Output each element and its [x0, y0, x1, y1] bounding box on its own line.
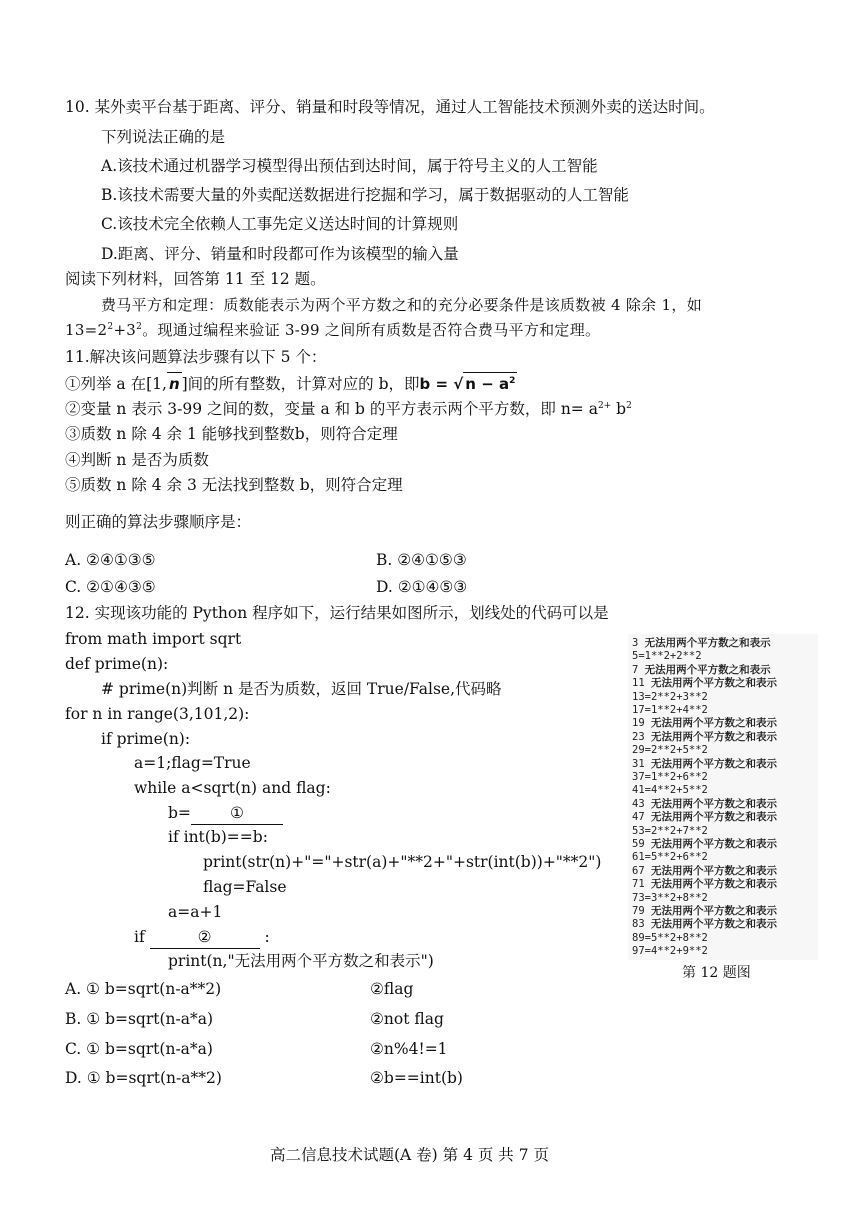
output-line-number: 17=1**2+4**2: [632, 704, 708, 716]
q11-step1: ①列举 a 在[1, n ]间的所有整数，计算对应的 b，即b = √ $n - a^2$: [65, 372, 517, 395]
output-line-number: 11: [632, 677, 651, 690]
code-line-9: if int(b)==b:: [168, 828, 268, 846]
output-line-message: 无法用两个平方数之和表示: [650, 905, 777, 917]
output-line-number: 61=5**2+6**2: [632, 851, 708, 864]
output-line: [632, 637, 771, 650]
q10-option-b: B.该技术需要大量的外卖配送数据进行挖掘和学习，属于数据驱动的人工智能: [101, 186, 629, 204]
output-line-message: 无法用两个平方数之和表示: [650, 878, 777, 891]
q12-stem: 12. 实现该功能的 Python 程序如下，运行结果如图所示，划线处的代码可以是: [65, 604, 609, 622]
q12-option-b-right: ②not flag: [370, 1010, 444, 1028]
output-line-message: 无法用两个平方数之和表示: [650, 918, 777, 931]
output-line-number: 37=1**2+6**2: [632, 771, 708, 783]
sqrt-n-formula: n: [167, 372, 182, 395]
output-line-message: 无法用两个平方数之和表示: [644, 663, 771, 676]
output-line-number: 43: [632, 797, 651, 810]
code-line-4: for n in range(3,101,2):: [65, 705, 250, 723]
output-line-message: 无法用两个平方数之和表示: [650, 677, 777, 690]
output-line-message: 无法用两个平方数之和表示: [650, 838, 777, 850]
q12-option-d-left: D. ① b=sqrt(n-a**2): [65, 1069, 222, 1087]
output-line-number: 67: [632, 864, 651, 877]
q11-step4: ④判断 n 是否为质数: [65, 451, 209, 469]
output-line-message: 无法用两个平方数之和表示: [644, 637, 771, 649]
material-intro: 阅读下列材料，回答第 11 至 12 题。: [65, 270, 326, 288]
output-line: [632, 918, 777, 931]
blank-1: ①: [191, 802, 283, 825]
output-line: [632, 851, 708, 864]
code-line-1: from math import sqrt: [65, 630, 242, 648]
output-line-message: 无法用两个平方数之和表示: [650, 864, 777, 877]
output-line-number: 3: [632, 637, 645, 649]
code-line-10: print(str(n)+"="+str(a)+"**2+"+str(int(b))+"**2"): [203, 853, 602, 871]
output-line: [632, 664, 771, 677]
output-line-number: 73=3**2+8**2: [632, 891, 708, 904]
output-line-number: 13=2**2+3**2: [632, 690, 708, 703]
q11-step3: ③质数 n 除 4 余 1 能够找到整数b，则符合定理: [65, 425, 398, 443]
q11-step5: ⑤质数 n 除 4 余 3 无法找到整数 b，则符合定理: [65, 476, 403, 494]
q11-option-c: C. ②①④③⑤: [65, 578, 156, 596]
code-line-3: # prime(n)判断 n 是否为质数，返回 True/False,代码略: [101, 680, 502, 698]
material-theorem-line2: $13=2^2+3^2$。现通过编程来验证 3-99 之间所有质数是否符合费马平方和定理。: [65, 321, 601, 339]
code-line-14: print(n,"无法用两个平方数之和表示"): [168, 952, 434, 970]
output-line-number: 83: [632, 918, 651, 931]
output-line-number: 19: [632, 717, 651, 730]
output-line: [632, 704, 708, 717]
output-line: [632, 945, 708, 958]
output-line: [632, 798, 777, 811]
q11-option-d: D. ②①④⑤③: [376, 578, 468, 596]
output-line: [632, 691, 708, 704]
output-line-number: 5=1**2+2**2: [632, 650, 702, 663]
sqrt-b-formula: $n - a^2$: [463, 372, 517, 395]
output-line: [632, 878, 777, 891]
code-line-13: if ② :: [134, 926, 270, 949]
q12-option-c-right: ②n%4!=1: [370, 1040, 448, 1058]
output-line: [632, 784, 708, 797]
output-line-message: 无法用两个平方数之和表示: [650, 717, 777, 730]
q11-stem: 11.解决该问题算法步骤有以下 5 个：: [65, 348, 327, 366]
code-line-8: b= ①: [168, 802, 283, 825]
output-line: [632, 744, 708, 757]
output-line-number: 29=2**2+5**2: [632, 744, 708, 757]
output-line-message: 无法用两个平方数之和表示: [650, 811, 777, 824]
output-line: [632, 811, 777, 824]
output-line-number: 31: [632, 757, 651, 770]
output-line-message: 无法用两个平方数之和表示: [650, 757, 777, 770]
q10-option-c: C.该技术完全依赖人工事先定义送达时间的计算规则: [101, 215, 459, 233]
code-line-5: if prime(n):: [101, 730, 191, 748]
output-line: [632, 731, 777, 744]
output-line: [632, 771, 708, 784]
q10-stem-line1: 10. 某外卖平台基于距离、评分、销量和时段等情况，通过人工智能技术预测外卖的送达时间。: [65, 98, 715, 116]
output-line-message: 无法用两个平方数之和表示: [650, 730, 777, 743]
output-line-number: 53=2**2+7**2: [632, 824, 708, 837]
output-line-number: 59: [632, 838, 651, 850]
q12-option-b-left: B. ① b=sqrt(n-a*a): [65, 1010, 214, 1028]
q11-option-b: B. ②④①⑤③: [376, 551, 467, 569]
output-line-number: 79: [632, 905, 651, 917]
output-line: [632, 677, 777, 690]
q11-option-a: A. ②④①③⑤: [65, 551, 156, 569]
q12-option-a-left: A. ① b=sqrt(n-a**2): [65, 980, 222, 998]
output-line: [632, 932, 708, 945]
blank-2: ②: [150, 926, 260, 949]
code-line-11: flag=False: [203, 878, 287, 896]
output-line: [632, 758, 777, 771]
code-line-12: a=a+1: [168, 903, 223, 921]
q10-option-a: A.该技术通过机器学习模型得出预估到达时间，属于符号主义的人工智能: [101, 157, 598, 175]
q12-option-d-right: ②b==int(b): [370, 1069, 463, 1087]
output-line: [632, 838, 777, 851]
output-line-number: 97=4**2+9**2: [632, 945, 708, 958]
output-line-number: 89=5**2+8**2: [632, 931, 708, 944]
q11-ask: 则正确的算法步骤顺序是：: [65, 513, 252, 531]
output-line: [632, 650, 702, 663]
output-line-number: 7: [632, 663, 645, 676]
q12-option-a-right: ②flag: [370, 980, 414, 998]
output-line-number: 41=4**2+5**2: [632, 784, 708, 797]
output-line-message: 无法用两个平方数之和表示: [650, 797, 777, 810]
output-line-number: 23: [632, 730, 651, 743]
q11-step2: ②变量 n 表示 3-99 之间的数，变量 a 和 b 的平方表示两个平方数，即 $n= a^{2+}$ $b^2$: [65, 400, 632, 418]
output-line: [632, 825, 708, 838]
output-line: [632, 717, 777, 730]
output-line: [632, 892, 708, 905]
code-line-7: while a<sqrt(n) and flag:: [134, 779, 331, 797]
output-line-number: 47: [632, 811, 651, 824]
output-line: [632, 865, 777, 878]
code-line-2: def prime(n):: [65, 655, 169, 673]
q10-option-d: D.距离、评分、销量和时段都可作为该模型的输入量: [101, 245, 459, 263]
page-footer: 高二信息技术试题(A 卷) 第 4 页 共 7 页: [270, 1146, 550, 1164]
output-line-number: 71: [632, 878, 651, 891]
q12-option-c-left: C. ① b=sqrt(n-a*a): [65, 1040, 213, 1058]
figure-caption: 第 12 题图: [682, 965, 751, 981]
code-line-6: a=1;flag=True: [134, 754, 251, 772]
q10-stem-line2: 下列说法正确的是: [101, 128, 226, 146]
output-line: [632, 905, 777, 918]
material-theorem-line1: 费马平方和定理：质数能表示为两个平方数之和的充分必要条件是该质数被 4 除余 1，如: [101, 296, 702, 314]
